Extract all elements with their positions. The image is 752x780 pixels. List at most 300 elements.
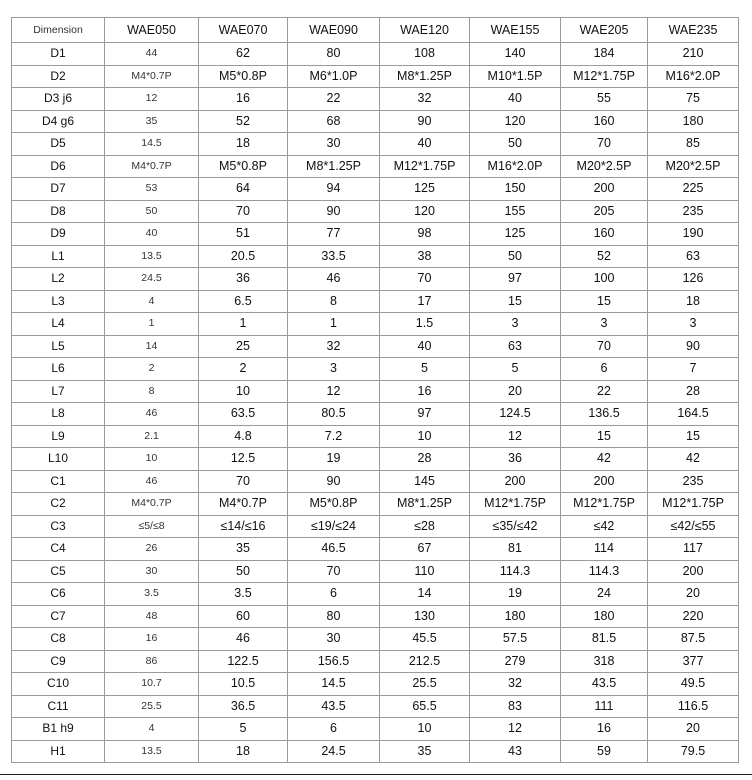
table-cell: 18 bbox=[199, 740, 288, 763]
table-cell: 97 bbox=[470, 268, 561, 291]
table-cell: 108 bbox=[380, 43, 470, 66]
table-cell: 86 bbox=[105, 650, 199, 673]
table-cell: 24 bbox=[561, 583, 648, 606]
table-cell: 90 bbox=[288, 470, 380, 493]
table-cell: 70 bbox=[561, 335, 648, 358]
table-cell: 12 bbox=[470, 718, 561, 741]
table-cell: 75 bbox=[648, 88, 739, 111]
table-row bbox=[12, 538, 739, 561]
table-cell: 81.5 bbox=[561, 628, 648, 651]
table-cell: 90 bbox=[648, 335, 739, 358]
table-cell: M5*0.8P bbox=[288, 493, 380, 516]
table-cell: 42 bbox=[561, 448, 648, 471]
table-row bbox=[12, 448, 739, 471]
table-cell: 40 bbox=[470, 88, 561, 111]
row-label: L8 bbox=[12, 403, 105, 426]
table-cell: 63.5 bbox=[199, 403, 288, 426]
table-cell: ≤5/≤8 bbox=[105, 515, 199, 538]
table-cell: 38 bbox=[380, 245, 470, 268]
table-cell: 6.5 bbox=[199, 290, 288, 313]
table-cell: 1.5 bbox=[380, 313, 470, 336]
table-row bbox=[12, 470, 739, 493]
table-row bbox=[12, 695, 739, 718]
table-cell: 180 bbox=[561, 605, 648, 628]
table-cell: 4.8 bbox=[199, 425, 288, 448]
table-cell: 80.5 bbox=[288, 403, 380, 426]
table-cell: 18 bbox=[199, 133, 288, 156]
table-cell: 20 bbox=[470, 380, 561, 403]
table-cell: M4*0.7P bbox=[105, 155, 199, 178]
table-cell: 20 bbox=[648, 718, 739, 741]
table-cell: 6 bbox=[288, 583, 380, 606]
table-cell: 25.5 bbox=[105, 695, 199, 718]
table-cell: 12 bbox=[105, 88, 199, 111]
table-cell: 3 bbox=[648, 313, 739, 336]
table-cell: 80 bbox=[288, 605, 380, 628]
table-cell: 52 bbox=[199, 110, 288, 133]
table-cell: 14.5 bbox=[288, 673, 380, 696]
table-cell: 124.5 bbox=[470, 403, 561, 426]
table-cell: 68 bbox=[288, 110, 380, 133]
table-row bbox=[12, 290, 739, 313]
table-cell: 5 bbox=[199, 718, 288, 741]
table-cell: 15 bbox=[561, 425, 648, 448]
table-cell: M16*2.0P bbox=[648, 65, 739, 88]
table-cell: 10 bbox=[380, 425, 470, 448]
bottom-rule bbox=[0, 774, 752, 775]
column-header-model: WAE235 bbox=[648, 18, 739, 43]
table-row bbox=[12, 628, 739, 651]
table-row bbox=[12, 605, 739, 628]
table-cell: 50 bbox=[199, 560, 288, 583]
table-cell: 70 bbox=[199, 200, 288, 223]
row-label: C11 bbox=[12, 695, 105, 718]
table-cell: 24.5 bbox=[105, 268, 199, 291]
table-cell: 70 bbox=[380, 268, 470, 291]
table-cell: 94 bbox=[288, 178, 380, 201]
table-cell: 7.2 bbox=[288, 425, 380, 448]
table-cell: 90 bbox=[380, 110, 470, 133]
table-row bbox=[12, 313, 739, 336]
table-cell: 46 bbox=[288, 268, 380, 291]
table-cell: 40 bbox=[380, 335, 470, 358]
table-cell: 200 bbox=[561, 470, 648, 493]
table-cell: 164.5 bbox=[648, 403, 739, 426]
table-body bbox=[12, 43, 739, 763]
table-cell: 59 bbox=[561, 740, 648, 763]
table-row bbox=[12, 178, 739, 201]
table-cell: 36 bbox=[470, 448, 561, 471]
table-cell: 87.5 bbox=[648, 628, 739, 651]
table-cell: 26 bbox=[105, 538, 199, 561]
row-label: L10 bbox=[12, 448, 105, 471]
table-cell: 125 bbox=[380, 178, 470, 201]
table-cell: 50 bbox=[470, 245, 561, 268]
table-cell: 225 bbox=[648, 178, 739, 201]
table-cell: 15 bbox=[648, 425, 739, 448]
row-label: C1 bbox=[12, 470, 105, 493]
table-row bbox=[12, 43, 739, 66]
row-label: L2 bbox=[12, 268, 105, 291]
table-row bbox=[12, 403, 739, 426]
table-cell: 43 bbox=[470, 740, 561, 763]
table-cell: 67 bbox=[380, 538, 470, 561]
row-label: C5 bbox=[12, 560, 105, 583]
table-cell: ≤14/≤16 bbox=[199, 515, 288, 538]
table-cell: ≤35/≤42 bbox=[470, 515, 561, 538]
table-cell: 19 bbox=[470, 583, 561, 606]
table-cell: 62 bbox=[199, 43, 288, 66]
row-label: C8 bbox=[12, 628, 105, 651]
row-label: C10 bbox=[12, 673, 105, 696]
table-cell: 3 bbox=[288, 358, 380, 381]
table-cell: 114.3 bbox=[470, 560, 561, 583]
table-cell: 114 bbox=[561, 538, 648, 561]
row-label: B1 h9 bbox=[12, 718, 105, 741]
table-cell: M12*1.75P bbox=[561, 493, 648, 516]
table-cell: 22 bbox=[561, 380, 648, 403]
table-cell: 205 bbox=[561, 200, 648, 223]
table-cell: 98 bbox=[380, 223, 470, 246]
table-cell: 36 bbox=[199, 268, 288, 291]
table-cell: M4*0.7P bbox=[105, 65, 199, 88]
table-cell: 5 bbox=[380, 358, 470, 381]
row-label: H1 bbox=[12, 740, 105, 763]
table-cell: 200 bbox=[648, 560, 739, 583]
row-label: D1 bbox=[12, 43, 105, 66]
column-header-model: WAE090 bbox=[288, 18, 380, 43]
table-cell: 63 bbox=[648, 245, 739, 268]
table-cell: 51 bbox=[199, 223, 288, 246]
table-cell: 42 bbox=[648, 448, 739, 471]
table-cell: ≤28 bbox=[380, 515, 470, 538]
table-cell: 140 bbox=[470, 43, 561, 66]
table-cell: 35 bbox=[199, 538, 288, 561]
row-label: L4 bbox=[12, 313, 105, 336]
table-cell: 49.5 bbox=[648, 673, 739, 696]
table-cell: 50 bbox=[470, 133, 561, 156]
row-label: D7 bbox=[12, 178, 105, 201]
table-cell: 15 bbox=[561, 290, 648, 313]
row-label: L5 bbox=[12, 335, 105, 358]
table-cell: 6 bbox=[561, 358, 648, 381]
table-cell: 18 bbox=[648, 290, 739, 313]
table-cell: 377 bbox=[648, 650, 739, 673]
table-cell: M4*0.7P bbox=[105, 493, 199, 516]
table-row bbox=[12, 718, 739, 741]
table-cell: 100 bbox=[561, 268, 648, 291]
table-cell: 85 bbox=[648, 133, 739, 156]
table-cell: 50 bbox=[105, 200, 199, 223]
table-cell: 43.5 bbox=[561, 673, 648, 696]
table-cell: 20 bbox=[648, 583, 739, 606]
table-cell: 70 bbox=[199, 470, 288, 493]
table-cell: 19 bbox=[288, 448, 380, 471]
table-cell: 279 bbox=[470, 650, 561, 673]
table-cell: M10*1.5P bbox=[470, 65, 561, 88]
row-label: D2 bbox=[12, 65, 105, 88]
table-cell: 13.5 bbox=[105, 245, 199, 268]
table-cell: 122.5 bbox=[199, 650, 288, 673]
table-cell: 28 bbox=[380, 448, 470, 471]
row-label: L6 bbox=[12, 358, 105, 381]
table-cell: 126 bbox=[648, 268, 739, 291]
table-cell: 8 bbox=[288, 290, 380, 313]
table-cell: 120 bbox=[470, 110, 561, 133]
table-cell: M8*1.25P bbox=[380, 493, 470, 516]
column-header-model: WAE120 bbox=[380, 18, 470, 43]
table-row bbox=[12, 380, 739, 403]
table-cell: 150 bbox=[470, 178, 561, 201]
table-cell: 17 bbox=[380, 290, 470, 313]
table-cell: 79.5 bbox=[648, 740, 739, 763]
row-label: C9 bbox=[12, 650, 105, 673]
table-cell: 14.5 bbox=[105, 133, 199, 156]
row-label: L9 bbox=[12, 425, 105, 448]
table-cell: 1 bbox=[288, 313, 380, 336]
table-cell: 30 bbox=[288, 628, 380, 651]
table-row bbox=[12, 155, 739, 178]
table-cell: 80 bbox=[288, 43, 380, 66]
table-cell: 25 bbox=[199, 335, 288, 358]
table-row bbox=[12, 88, 739, 111]
table-cell: 30 bbox=[288, 133, 380, 156]
table-cell: 36.5 bbox=[199, 695, 288, 718]
table-cell: 70 bbox=[561, 133, 648, 156]
table-cell: 14 bbox=[380, 583, 470, 606]
table-cell: 40 bbox=[380, 133, 470, 156]
table-cell: 35 bbox=[105, 110, 199, 133]
table-row bbox=[12, 358, 739, 381]
row-label: D5 bbox=[12, 133, 105, 156]
row-label: C3 bbox=[12, 515, 105, 538]
table-cell: 46 bbox=[105, 403, 199, 426]
table-cell: 7 bbox=[648, 358, 739, 381]
table-cell: 70 bbox=[288, 560, 380, 583]
table-cell: 45.5 bbox=[380, 628, 470, 651]
table-cell: 235 bbox=[648, 470, 739, 493]
table-cell: 25.5 bbox=[380, 673, 470, 696]
table-cell: M8*1.25P bbox=[380, 65, 470, 88]
table-cell: 10 bbox=[105, 448, 199, 471]
table-cell: 145 bbox=[380, 470, 470, 493]
table-cell: 46 bbox=[199, 628, 288, 651]
table-cell: 3 bbox=[470, 313, 561, 336]
table-cell: M4*0.7P bbox=[199, 493, 288, 516]
table-cell: 35 bbox=[380, 740, 470, 763]
table-cell: M6*1.0P bbox=[288, 65, 380, 88]
table-cell: 136.5 bbox=[561, 403, 648, 426]
table-cell: 200 bbox=[470, 470, 561, 493]
table-cell: 46 bbox=[105, 470, 199, 493]
table-cell: M5*0.8P bbox=[199, 65, 288, 88]
table-cell: ≤42/≤55 bbox=[648, 515, 739, 538]
table-cell: 15 bbox=[470, 290, 561, 313]
table-cell: 20.5 bbox=[199, 245, 288, 268]
table-cell: M20*2.5P bbox=[561, 155, 648, 178]
table-cell: 212.5 bbox=[380, 650, 470, 673]
row-label: C2 bbox=[12, 493, 105, 516]
table-cell: 200 bbox=[561, 178, 648, 201]
table-cell: 90 bbox=[288, 200, 380, 223]
table-cell: 24.5 bbox=[288, 740, 380, 763]
table-cell: 116.5 bbox=[648, 695, 739, 718]
table-cell: 97 bbox=[380, 403, 470, 426]
table-cell: 220 bbox=[648, 605, 739, 628]
table-cell: 1 bbox=[199, 313, 288, 336]
row-label: D4 g6 bbox=[12, 110, 105, 133]
table-cell: 44 bbox=[105, 43, 199, 66]
table-cell: 46.5 bbox=[288, 538, 380, 561]
table-row bbox=[12, 245, 739, 268]
table-cell: 63 bbox=[470, 335, 561, 358]
column-header-model: WAE205 bbox=[561, 18, 648, 43]
table-row bbox=[12, 133, 739, 156]
table-cell: 160 bbox=[561, 223, 648, 246]
table-cell: 12 bbox=[470, 425, 561, 448]
table-row bbox=[12, 200, 739, 223]
table-cell: 117 bbox=[648, 538, 739, 561]
header-row bbox=[12, 18, 739, 43]
table-cell: 30 bbox=[105, 560, 199, 583]
table-cell: 83 bbox=[470, 695, 561, 718]
table-cell: 1 bbox=[105, 313, 199, 336]
table-row bbox=[12, 740, 739, 763]
table-cell: M12*1.75P bbox=[648, 493, 739, 516]
table-cell: 53 bbox=[105, 178, 199, 201]
table-cell: 10 bbox=[380, 718, 470, 741]
table-cell: 48 bbox=[105, 605, 199, 628]
table-cell: 130 bbox=[380, 605, 470, 628]
table-cell: 111 bbox=[561, 695, 648, 718]
table-row bbox=[12, 335, 739, 358]
table-cell: 120 bbox=[380, 200, 470, 223]
dimension-table bbox=[11, 17, 739, 763]
table-cell: 10.7 bbox=[105, 673, 199, 696]
table-cell: 114.3 bbox=[561, 560, 648, 583]
table-cell: 6 bbox=[288, 718, 380, 741]
table-cell: 2 bbox=[199, 358, 288, 381]
table-cell: 64 bbox=[199, 178, 288, 201]
table-cell: 12.5 bbox=[199, 448, 288, 471]
table-cell: 22 bbox=[288, 88, 380, 111]
column-header-model: WAE050 bbox=[105, 18, 199, 43]
table-cell: 2 bbox=[105, 358, 199, 381]
table-cell: 10 bbox=[199, 380, 288, 403]
table-row bbox=[12, 673, 739, 696]
table-cell: 184 bbox=[561, 43, 648, 66]
row-label: C4 bbox=[12, 538, 105, 561]
column-header-model: WAE155 bbox=[470, 18, 561, 43]
table-cell: 16 bbox=[199, 88, 288, 111]
table-cell: 160 bbox=[561, 110, 648, 133]
table-cell: 32 bbox=[380, 88, 470, 111]
table-cell: 8 bbox=[105, 380, 199, 403]
table-cell: 16 bbox=[561, 718, 648, 741]
table-cell: ≤42 bbox=[561, 515, 648, 538]
table-cell: 32 bbox=[470, 673, 561, 696]
table-row bbox=[12, 268, 739, 291]
table-cell: 32 bbox=[288, 335, 380, 358]
table-cell: 3.5 bbox=[199, 583, 288, 606]
table-cell: M20*2.5P bbox=[648, 155, 739, 178]
table-cell: 156.5 bbox=[288, 650, 380, 673]
row-label: D9 bbox=[12, 223, 105, 246]
table-cell: M8*1.25P bbox=[288, 155, 380, 178]
table-cell: M5*0.8P bbox=[199, 155, 288, 178]
table-row bbox=[12, 560, 739, 583]
table-cell: 16 bbox=[105, 628, 199, 651]
row-label: D8 bbox=[12, 200, 105, 223]
row-label: L7 bbox=[12, 380, 105, 403]
table-cell: 235 bbox=[648, 200, 739, 223]
row-label: C6 bbox=[12, 583, 105, 606]
table-cell: 3.5 bbox=[105, 583, 199, 606]
table-row bbox=[12, 493, 739, 516]
table-cell: 2.1 bbox=[105, 425, 199, 448]
table-row bbox=[12, 515, 739, 538]
table-cell: 155 bbox=[470, 200, 561, 223]
table-cell: 28 bbox=[648, 380, 739, 403]
row-label: D6 bbox=[12, 155, 105, 178]
table-row bbox=[12, 583, 739, 606]
table-cell: 13.5 bbox=[105, 740, 199, 763]
table-cell: 81 bbox=[470, 538, 561, 561]
table-cell: M16*2.0P bbox=[470, 155, 561, 178]
row-label: L1 bbox=[12, 245, 105, 268]
table-cell: 52 bbox=[561, 245, 648, 268]
table-row bbox=[12, 65, 739, 88]
column-header-dimension: Dimension bbox=[12, 18, 105, 43]
table-row bbox=[12, 223, 739, 246]
table-cell: 77 bbox=[288, 223, 380, 246]
table-cell: 40 bbox=[105, 223, 199, 246]
table-cell: 57.5 bbox=[470, 628, 561, 651]
row-label: D3 j6 bbox=[12, 88, 105, 111]
table-cell: M12*1.75P bbox=[561, 65, 648, 88]
table-cell: 16 bbox=[380, 380, 470, 403]
table-cell: 3 bbox=[561, 313, 648, 336]
table-cell: 180 bbox=[648, 110, 739, 133]
table-cell: 210 bbox=[648, 43, 739, 66]
table-row bbox=[12, 650, 739, 673]
table-cell: M12*1.75P bbox=[470, 493, 561, 516]
table-cell: 180 bbox=[470, 605, 561, 628]
table-cell: 65.5 bbox=[380, 695, 470, 718]
table-cell: 318 bbox=[561, 650, 648, 673]
table-cell: 4 bbox=[105, 718, 199, 741]
table-cell: ≤19/≤24 bbox=[288, 515, 380, 538]
column-header-model: WAE070 bbox=[199, 18, 288, 43]
table-cell: 5 bbox=[470, 358, 561, 381]
table-row bbox=[12, 425, 739, 448]
table-cell: M12*1.75P bbox=[380, 155, 470, 178]
table-row bbox=[12, 110, 739, 133]
row-label: C7 bbox=[12, 605, 105, 628]
table-cell: 12 bbox=[288, 380, 380, 403]
table-cell: 10.5 bbox=[199, 673, 288, 696]
table-cell: 110 bbox=[380, 560, 470, 583]
row-label: L3 bbox=[12, 290, 105, 313]
table-cell: 33.5 bbox=[288, 245, 380, 268]
table-cell: 190 bbox=[648, 223, 739, 246]
table-cell: 4 bbox=[105, 290, 199, 313]
table-cell: 14 bbox=[105, 335, 199, 358]
table-cell: 125 bbox=[470, 223, 561, 246]
table-cell: 55 bbox=[561, 88, 648, 111]
table-cell: 60 bbox=[199, 605, 288, 628]
table-cell: 43.5 bbox=[288, 695, 380, 718]
